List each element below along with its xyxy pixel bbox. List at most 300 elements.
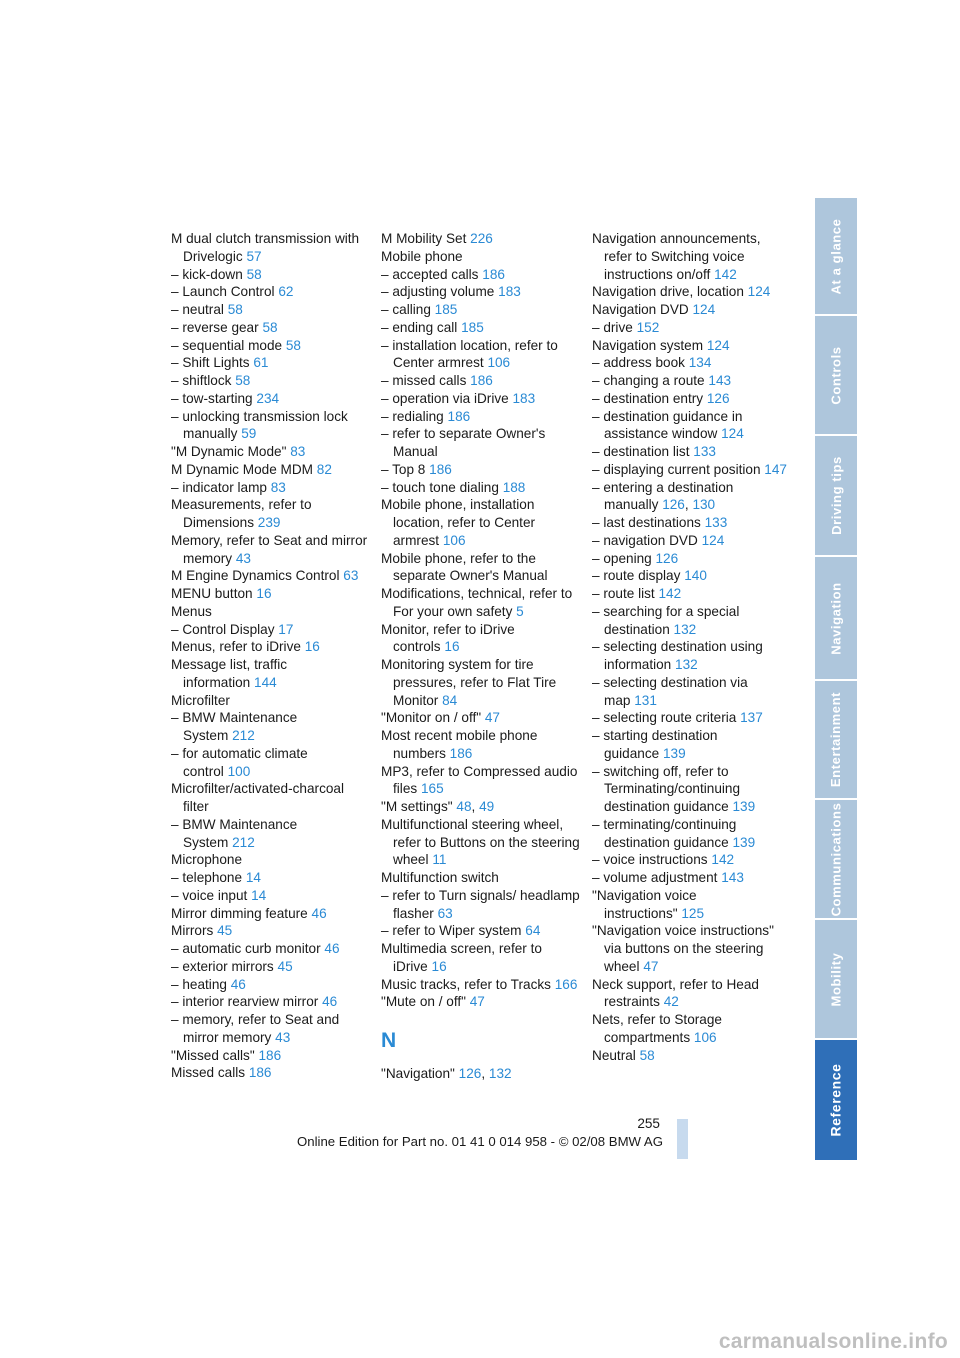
page-reference-link[interactable]: 46 <box>311 905 327 921</box>
index-column-2 <box>381 230 581 1083</box>
section-tab-label: Driving tips <box>828 456 844 535</box>
page-reference-link[interactable]: 185 <box>461 319 484 335</box>
index-entry-text: – shiftlock <box>171 373 232 388</box>
page-reference-link[interactable]: 43 <box>275 1029 291 1045</box>
page-reference-link[interactable]: 58 <box>227 302 243 317</box>
index-entry <box>381 763 581 799</box>
page-reference-link[interactable]: 124 <box>692 302 716 317</box>
page-reference-link[interactable]: 186 <box>429 461 452 477</box>
index-entry <box>592 869 792 887</box>
page-reference-link[interactable]: 183 <box>512 390 536 406</box>
index-entry <box>171 656 371 692</box>
index-entry-text: – memory, refer to Seat and mirror memory <box>171 1012 340 1045</box>
index-entry <box>171 692 371 710</box>
index-entry-text: – installation location, refer to Center armrest <box>381 337 558 371</box>
page-reference-link[interactable]: 131 <box>634 692 657 708</box>
page-reference-link[interactable]: 165 <box>420 781 444 797</box>
page-reference-link[interactable]: 63 <box>343 568 359 584</box>
index-entry <box>171 1011 371 1047</box>
index-entry-text: Mirror dimming feature <box>171 905 308 921</box>
page-reference-link[interactable]: 126 <box>655 550 679 566</box>
page-reference-link[interactable]: 106 <box>487 355 511 371</box>
page-reference-link[interactable]: 126 <box>662 497 685 513</box>
index-entry-text: – switching off, refer to Terminating/continuing destination guidance <box>592 763 741 814</box>
section-tab[interactable] <box>815 557 857 679</box>
page-reference-link[interactable]: 137 <box>740 710 763 726</box>
page-reference-link[interactable]: 125 <box>681 905 705 921</box>
page-reference-link[interactable]: 64 <box>525 923 541 939</box>
page-reference-link[interactable]: 59 <box>241 426 257 442</box>
page-reference-link[interactable]: 58 <box>639 1047 655 1063</box>
page-reference-link[interactable]: 16 <box>304 639 320 655</box>
index-entry <box>171 851 371 869</box>
page-reference-link[interactable]: 17 <box>278 621 294 637</box>
index-entry <box>381 461 581 479</box>
index-entry-text: – destination entry <box>592 390 704 406</box>
index-entry-text: – for automatic climate control <box>171 745 308 779</box>
page-reference-link[interactable]: 124 <box>747 284 771 300</box>
index-entry <box>381 372 581 390</box>
index-entry-text: Nets, refer to Storage compartments <box>592 1012 722 1045</box>
index-entry <box>592 976 792 1012</box>
index-entry-text: – calling <box>381 302 431 317</box>
section-tab-label: Navigation <box>828 581 844 655</box>
section-tab[interactable] <box>815 800 857 918</box>
index-entry-text: – selecting route criteria <box>592 710 737 726</box>
index-entry-text: Menus, refer to iDrive <box>171 639 301 655</box>
index-entry-text: – last destinations <box>592 515 701 530</box>
page-reference-link[interactable]: 57 <box>246 248 262 264</box>
page-reference-link[interactable]: 62 <box>278 284 294 300</box>
index-entry-text: Microfilter <box>171 692 230 708</box>
index-entry-text: – opening <box>592 550 652 566</box>
index-entry-text: Neutral <box>592 1047 636 1063</box>
page-reference-link[interactable]: 186 <box>482 266 505 282</box>
index-entry <box>171 319 371 337</box>
index-entry-text: – route display <box>592 568 681 584</box>
index-entry-text: – indicator lamp <box>171 479 267 495</box>
index-entry <box>171 976 371 994</box>
index-entry-text: "Mute on / off" <box>381 994 466 1010</box>
index-entry <box>592 319 792 337</box>
index-entry <box>171 887 371 905</box>
page-reference-link[interactable]: 226 <box>470 231 493 246</box>
index-entry-text: – missed calls <box>381 373 467 388</box>
index-entry-text: Multimedia screen, refer to iDrive <box>381 941 542 974</box>
index-entry <box>381 976 581 994</box>
index-entry <box>592 354 792 372</box>
index-entry-text: Missed calls <box>171 1065 246 1081</box>
footer-edition-text: Online Edition for Part no. 01 41 0 014 958 - © 02/08 BMW AG <box>297 1134 663 1149</box>
index-entry <box>171 1064 371 1082</box>
index-entry <box>592 337 792 355</box>
page-reference-link[interactable]: 143 <box>721 870 744 885</box>
index-entry <box>381 496 581 549</box>
page-reference-link[interactable]: 84 <box>442 692 458 708</box>
page-reference-link[interactable]: 83 <box>290 444 306 459</box>
page-reference-link[interactable]: 5 <box>516 603 524 619</box>
page-reference-link[interactable]: 58 <box>285 337 301 353</box>
page-reference-link[interactable]: 147 <box>764 461 787 477</box>
page-reference-link[interactable]: 143 <box>708 373 732 388</box>
index-entry-text: – reverse gear <box>171 319 259 335</box>
index-entry <box>592 1011 792 1047</box>
index-entry-text: – accepted calls <box>381 266 479 282</box>
page-reference-link[interactable]: 186 <box>470 373 493 388</box>
page-number: 255 <box>637 1116 660 1131</box>
page-reference-link[interactable]: 45 <box>217 923 233 939</box>
section-tab[interactable] <box>815 920 857 1038</box>
index-entry <box>381 727 581 763</box>
index-entry <box>171 905 371 923</box>
index-entry <box>171 443 371 461</box>
page-reference-link[interactable]: 124 <box>721 426 744 442</box>
index-entry <box>592 443 792 461</box>
index-entry-text: – address book <box>592 355 685 371</box>
index-entry-text: Microfilter/activated-charcoal filter <box>171 781 345 814</box>
index-entry <box>381 425 581 461</box>
index-entry-text: – destination list <box>592 444 690 459</box>
index-entry <box>171 390 371 408</box>
index-entry <box>592 301 792 319</box>
page-reference-link[interactable]: 144 <box>254 674 277 690</box>
index-entry <box>171 869 371 887</box>
index-entry-text: – route list <box>592 586 655 601</box>
index-entry <box>381 248 581 266</box>
index-entry-text: "Navigation voice instructions" via buttons on the steering wheel <box>592 923 774 974</box>
index-entry <box>592 532 792 550</box>
index-entry-text: – refer to Wiper system <box>381 923 522 939</box>
index-entry-text: – drive <box>592 319 633 335</box>
index-entry-text: Mobile phone <box>381 248 463 264</box>
index-entry <box>592 851 792 869</box>
index-entry-text: MENU button <box>171 586 253 601</box>
index-entry <box>171 940 371 958</box>
index-entry <box>592 709 792 727</box>
index-entry-text: – interior rearview mirror <box>171 994 319 1010</box>
index-entry-text: – Launch Control <box>171 284 275 300</box>
index-entry-text: – changing a route <box>592 373 705 388</box>
index-entry-text: Navigation announcements, refer to Switching voice instructions on/off <box>592 231 761 282</box>
index-entry <box>592 567 792 585</box>
index-entry <box>171 283 371 301</box>
index-entry-text: – voice instructions <box>592 852 708 868</box>
index-entry <box>381 408 581 426</box>
page-reference-link[interactable]: 42 <box>663 994 679 1010</box>
page-reference-link[interactable]: 100 <box>227 763 251 779</box>
index-entry-text: – touch tone dialing <box>381 479 499 495</box>
section-tab-label: Controls <box>828 345 844 405</box>
page-reference-link[interactable]: 142 <box>714 266 737 282</box>
index-entry-text: Mobile phone, refer to the separate Owner's Manual <box>381 550 548 584</box>
index-entry <box>592 585 792 603</box>
page-reference-link[interactable]: 186 <box>248 1065 272 1081</box>
watermark-logo: carmanualsonline.info <box>718 1330 948 1353</box>
page-reference-link[interactable]: 140 <box>684 568 707 584</box>
page-reference-link[interactable]: 82 <box>316 461 332 477</box>
index-entry <box>171 479 371 497</box>
page-reference-link[interactable]: 58 <box>262 319 278 335</box>
index-entry-text: – displaying current position <box>592 461 761 477</box>
index-entry-text: M Mobility Set <box>381 231 467 246</box>
index-entry: "M settings" 48, 49 <box>381 799 495 814</box>
page-reference-link[interactable]: 16 <box>444 639 460 655</box>
index-entry-text: Navigation drive, location <box>592 284 744 300</box>
page-reference-link[interactable]: 142 <box>711 852 735 868</box>
index-entry <box>592 1047 792 1065</box>
index-entry-text: "Missed calls" <box>171 1047 255 1063</box>
index-entry <box>171 780 371 816</box>
index-entry-text: Message list, traffic information <box>171 657 288 690</box>
page-reference-link[interactable]: 133 <box>693 444 716 459</box>
page-reference-link[interactable]: 124 <box>701 532 725 548</box>
index-entry-text: Monitoring system for tire pressures, refer to Flat Tire Monitor <box>381 657 557 708</box>
index-entry <box>381 230 581 248</box>
index-entry-text: "Navigation" <box>381 1066 455 1081</box>
page-reference-link[interactable]: 106 <box>693 1029 717 1045</box>
page-reference-link[interactable]: 49 <box>479 799 495 814</box>
index-entry <box>171 638 371 656</box>
index-entry-text: Monitor, refer to iDrive controls <box>381 621 515 655</box>
index-entry-text: – exterior mirrors <box>171 958 274 974</box>
page-reference-link[interactable]: 46 <box>322 994 338 1010</box>
index-entry-text: – heating <box>171 976 227 992</box>
index-entry-text: – volume adjustment <box>592 870 718 885</box>
page-reference-link[interactable]: 132 <box>488 1066 512 1081</box>
page-reference-link[interactable]: 46 <box>230 976 246 992</box>
index-entry-text: – Top 8 <box>381 461 426 477</box>
index-entry <box>592 230 792 283</box>
index-entry <box>381 993 581 1011</box>
page-reference-link[interactable]: 185 <box>434 302 458 317</box>
section-tab-label: Reference <box>828 1063 845 1137</box>
index-entry-text: – destination guidance in assistance window <box>592 408 743 442</box>
index-entry <box>171 230 371 266</box>
index-entry-text: Memory, refer to Seat and mirror memory <box>171 532 368 566</box>
index-entry-text: – tow-starting <box>171 390 253 406</box>
index-entry-text: – operation via iDrive <box>381 390 509 406</box>
index-entry-text: "Navigation voice instructions" <box>592 887 697 921</box>
page-reference-link[interactable]: 188 <box>502 479 526 495</box>
index-entry <box>381 301 581 319</box>
index-entry <box>171 1047 371 1065</box>
section-tab[interactable] <box>815 198 857 314</box>
index-entry <box>171 408 371 444</box>
index-entry <box>592 922 792 975</box>
page-reference-link[interactable]: 134 <box>688 355 712 371</box>
page-reference-link[interactable]: 14 <box>251 887 267 903</box>
index-entry <box>171 372 371 390</box>
page-reference-link[interactable]: 152 <box>636 319 660 335</box>
page-reference-link[interactable]: 124 <box>706 337 730 353</box>
index-entry-text: Navigation system <box>592 337 704 353</box>
page-reference-link[interactable]: 47 <box>484 710 500 726</box>
page-reference-link[interactable]: 132 <box>673 621 697 637</box>
index-entry-text: Music tracks, refer to Tracks <box>381 976 551 992</box>
section-tab[interactable] <box>815 316 857 434</box>
index-entry <box>592 763 792 816</box>
index-entry <box>171 354 371 372</box>
page-reference-link[interactable]: 133 <box>704 515 728 530</box>
index-entry-text: "M Dynamic Mode" <box>171 444 287 459</box>
page-reference-link[interactable]: 212 <box>232 834 255 850</box>
index-entry <box>171 301 371 319</box>
index-entry <box>381 266 581 284</box>
index-entry-text: Navigation DVD <box>592 302 689 317</box>
index-entry <box>381 337 581 373</box>
index-entry <box>171 993 371 1011</box>
page-reference-link[interactable]: 139 <box>662 745 686 761</box>
index-entry-text: Multifunction switch <box>381 870 499 885</box>
page-reference-link[interactable]: 63 <box>437 905 453 921</box>
index-entry <box>592 727 792 763</box>
index-entry <box>381 887 581 923</box>
page-reference-link[interactable]: 186 <box>258 1047 282 1063</box>
page-reference-link[interactable]: 43 <box>235 550 251 566</box>
index-entry <box>171 532 371 568</box>
page-reference-link[interactable]: 47 <box>469 994 485 1010</box>
page-reference-link[interactable]: 47 <box>643 958 659 974</box>
index-entry <box>171 585 371 603</box>
index-entry-text: MP3, refer to Compressed audio files <box>381 763 578 797</box>
page-reference-link[interactable]: 239 <box>257 515 281 530</box>
index-entry-text: – telephone <box>171 870 243 885</box>
index-entry <box>171 337 371 355</box>
index-entry <box>171 745 371 781</box>
page-reference-link[interactable]: 11 <box>432 852 447 868</box>
index-entry: "Navigation" 126, 132 <box>381 1066 512 1081</box>
page-reference-link[interactable]: 46 <box>324 941 340 956</box>
index-entry <box>592 408 792 444</box>
index-entry: – entering a destination manually 126, 130 <box>592 479 734 513</box>
index-entry <box>592 514 792 532</box>
page-reference-link[interactable]: 139 <box>732 834 756 850</box>
index-entry-text: – refer to Turn signals/ headlamp flasher <box>381 887 580 921</box>
index-entry-text: – sequential mode <box>171 337 283 353</box>
index-entry <box>381 656 581 709</box>
index-entry-text: "M settings" <box>381 799 453 814</box>
section-tab-label: Mobility <box>828 952 844 1006</box>
index-entry-text: – terminating/continuing destination guidance <box>592 816 737 850</box>
index-entry <box>381 940 581 976</box>
index-entry-text: – selecting destination via map <box>592 674 748 708</box>
index-entry-text: Modifications, technical, refer to For your own safety <box>381 586 573 619</box>
page-reference-link[interactable]: 45 <box>277 958 293 974</box>
index-entry-text: – redialing <box>381 408 444 424</box>
index-entry <box>171 567 371 585</box>
index-entry <box>381 922 581 940</box>
page-reference-link[interactable]: 83 <box>270 479 286 495</box>
index-entry-text: M Dynamic Mode MDM <box>171 461 313 477</box>
page-reference-link[interactable]: 16 <box>256 586 272 601</box>
index-entry-text: – ending call <box>381 319 458 335</box>
index-entry-text: – refer to separate Owner's Manual <box>381 426 546 459</box>
page-reference-link[interactable]: 58 <box>246 266 262 282</box>
index-entry <box>592 638 792 674</box>
index-entry <box>381 709 581 727</box>
page-reference-link[interactable]: 142 <box>658 586 682 601</box>
index-entry <box>592 461 792 479</box>
index-entry-text: – BMW Maintenance System <box>171 710 298 743</box>
page-reference-link[interactable]: 234 <box>256 390 280 406</box>
section-tab-label: Entertainment <box>828 691 844 788</box>
index-entry-text: M dual clutch transmission with Drivelogic <box>171 231 360 264</box>
page-reference-link[interactable]: 183 <box>498 284 521 300</box>
page-reference-link[interactable]: 14 <box>245 870 261 885</box>
index-entry <box>592 372 792 390</box>
index-entry <box>171 603 371 621</box>
index-entry-text: – BMW Maintenance System <box>171 816 298 850</box>
index-entry <box>381 816 581 869</box>
page-reference-link[interactable]: 126 <box>458 1066 482 1081</box>
index-entry-text: – starting destination guidance <box>592 728 718 761</box>
index-entry-text: – entering a destination manually <box>592 479 734 513</box>
index-entry <box>171 496 371 532</box>
section-letter-heading: N <box>381 1029 397 1052</box>
section-tab[interactable] <box>815 681 857 798</box>
index-entry-text: – adjusting volume <box>381 284 495 300</box>
index-entry <box>381 390 581 408</box>
page-reference-link[interactable]: 212 <box>232 728 255 743</box>
index-entry-text: – selecting destination using information <box>592 639 763 672</box>
index-entry-text: – automatic curb monitor <box>171 941 321 956</box>
index-entry <box>381 621 581 657</box>
index-entry <box>592 550 792 568</box>
index-entry <box>381 283 581 301</box>
page-reference-link[interactable]: 186 <box>447 408 471 424</box>
index-entry-text: – unlocking transmission lock manually <box>171 408 348 442</box>
index-entry-text: Mobile phone, installation location, refer to Center armrest <box>381 497 536 548</box>
index-entry <box>171 621 371 639</box>
index-entry <box>592 674 792 710</box>
index-entry-text: Multifunctional steering wheel, refer to Buttons on the steering wheel <box>381 816 580 868</box>
index-entry-text: – voice input <box>171 887 248 903</box>
section-tabs <box>815 198 857 1160</box>
index-entry-text: – searching for a special destination <box>592 603 740 637</box>
page-reference-link[interactable]: 61 <box>253 355 269 371</box>
index-entry-text: Most recent mobile phone numbers <box>381 728 538 761</box>
index-entry <box>171 461 371 479</box>
index-entry-text: – neutral <box>171 302 224 317</box>
page-reference-link[interactable]: 130 <box>692 497 716 513</box>
index-entry <box>381 869 581 887</box>
index-column-1 <box>171 230 371 1082</box>
page-reference-link[interactable]: 186 <box>449 745 473 761</box>
index-entry <box>171 266 371 284</box>
section-tab[interactable] <box>815 436 857 555</box>
index-entry-text: M Engine Dynamics Control <box>171 568 340 584</box>
index-entry <box>171 922 371 940</box>
index-entry <box>592 603 792 639</box>
page-reference-link[interactable]: 166 <box>554 976 578 992</box>
page-reference-link[interactable]: 48 <box>456 799 472 814</box>
page-reference-link[interactable]: 132 <box>675 657 698 672</box>
page-reference-link[interactable]: 126 <box>706 390 730 406</box>
index-entry <box>171 958 371 976</box>
index-entry-text: "Monitor on / off" <box>381 710 482 726</box>
page-reference-link[interactable]: 16 <box>431 958 447 974</box>
index-entry <box>171 709 371 745</box>
index-entry-text: – Control Display <box>171 621 275 637</box>
index-entry <box>592 887 792 923</box>
page-reference-link[interactable]: 58 <box>235 373 251 388</box>
index-entry-text: – kick-down <box>171 266 243 282</box>
index-column-3 <box>592 230 792 1064</box>
page-reference-link[interactable]: 106 <box>442 532 466 548</box>
index-entry-text: Neck support, refer to Head restraints <box>592 976 759 1010</box>
page-reference-link[interactable]: 139 <box>732 799 756 814</box>
index-entry-text: – navigation DVD <box>592 532 698 548</box>
